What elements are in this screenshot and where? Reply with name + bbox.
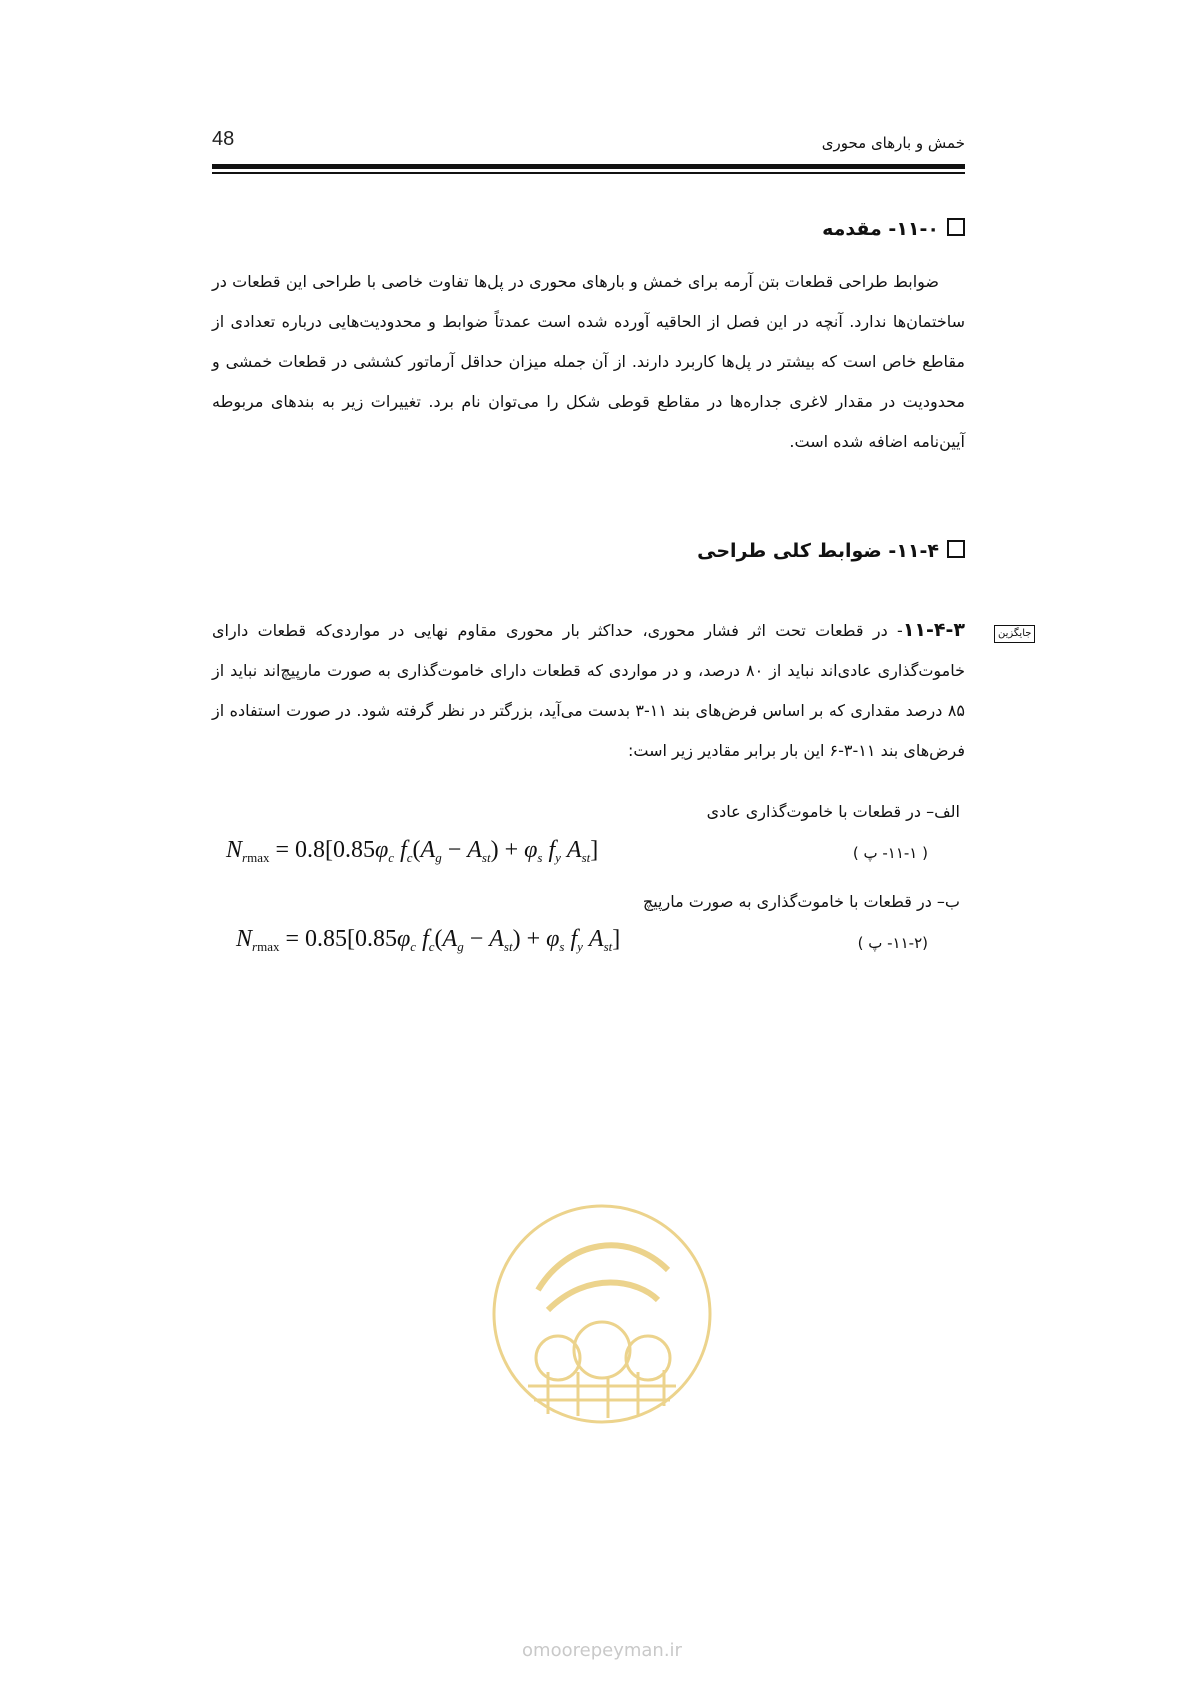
clause-text: - در قطعات تحت اثر فشار محوری، حداکثر بار محوری مقاوم نهایی در مواردی‌که قطعات دارای خاموت‌گذاری عادی‌اند نباید از ۸۰ درصد، و در مواردی که قطعات دارای خاموت‌گذاری به صورت مارپیچ‌اند نباید از ۸۵ درصد مقداری که بر اساس فرض‌های بند ۱۱-۳ بدست می‌آید، بزرگتر در نظر گرفته شود. در صورت استفاده از فرض‌های بند ۱۱-۳-۶ این بار برابر مقادیر زیر است: <box>212 621 966 760</box>
intro-paragraph <box>212 262 965 462</box>
replacement-tag: جایگزین <box>994 625 1035 643</box>
formula-a-coef: 0.8 <box>295 837 326 863</box>
formula-a: $N_{rmax} = 0.8[0.85\varphi_c$ $f_c(A_g - A_{st}) + \varphi_s$ $f_y$ $A_{st}$] <box>226 837 599 865</box>
section-heading-general <box>697 540 965 562</box>
clause-number: ۱۱-۴-۳ <box>902 619 965 641</box>
checkbox-icon <box>947 218 965 236</box>
header-rule-thin <box>212 172 965 174</box>
watermark-url: omoorepeyman.ir <box>522 1640 682 1661</box>
clause-paragraph <box>212 610 965 771</box>
section-title: ضوابط کلی طراحی <box>697 540 882 562</box>
section-number: ۱۱-۴- <box>888 540 939 562</box>
section-number: ۱۱-۰- <box>888 218 939 240</box>
item-b-label: ب– در قطعات با خاموت‌گذاری به صورت مارپیچ <box>642 892 960 911</box>
formula-b: $N_{rmax} = 0.85[0.85\varphi_c$ $f_c(A_g - A_{st}) + \varphi_s$ $f_y$ $A_{st}$] <box>236 926 621 954</box>
equation-number-b: (۱۱-۲- پ ) <box>857 934 928 952</box>
item-a-label: الف– در قطعات با خاموت‌گذاری عادی <box>706 802 960 821</box>
header-rule-thick <box>212 164 965 169</box>
section-title: مقدمه <box>822 218 882 240</box>
watermark-logo <box>488 1200 716 1428</box>
page-number: 48 <box>212 128 235 150</box>
equation-number-a: ( ۱۱-۱- پ ) <box>852 844 928 862</box>
page-header <box>212 124 965 164</box>
running-title: خمش و بارهای محوری <box>821 134 965 152</box>
formula-b-coef: 0.85 <box>305 926 348 952</box>
checkbox-icon <box>947 540 965 558</box>
intro-text: ضوابط طراحی قطعات بتن آرمه برای خمش و بارهای محوری در پل‌ها تفاوت خاصی با طراحی این قطعات در ساختمان‌ها ندارد. آنچه در این فصل از الحاقیه آورده شده است عمدتاً ضوابط و محدودیت‌هایی درباره تعدادی از مقاطع خاص است که بیشتر در پل‌ها کاربرد دارند. از آن جمله میزان حداقل آرماتور کششی در قطعات خمشی و محدودیت در مقدار لاغری جداره‌ها در مقاطع قوطی شکل را می‌توان نام برد. تغییرات زیر به بندهای مربوطه آیین‌نامه اضافه شده است. <box>212 272 965 451</box>
section-heading-intro <box>822 218 965 240</box>
